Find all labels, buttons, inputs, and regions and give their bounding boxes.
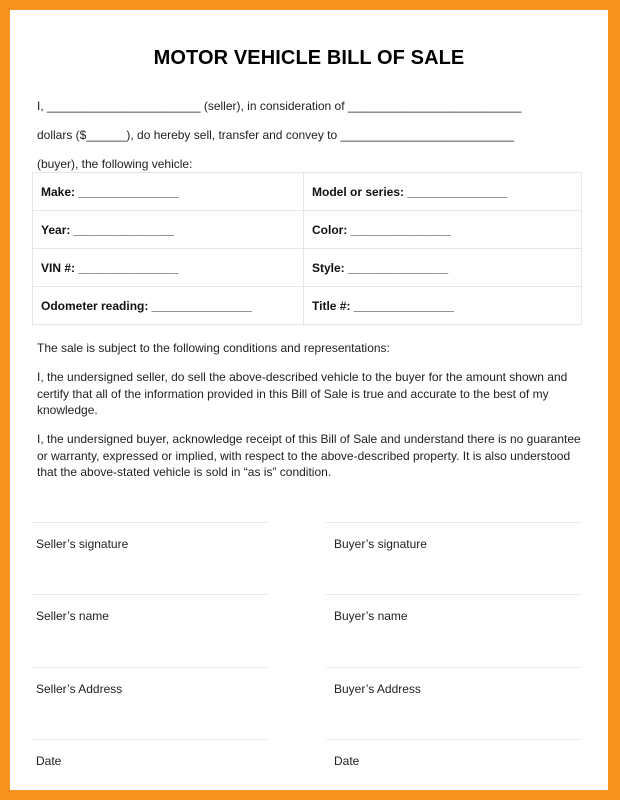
seller-consideration-line: I, _______________________ (seller), in consideration of __________________________: [37, 99, 522, 113]
table-row: [33, 249, 582, 287]
buyer-date-label: Date: [334, 754, 360, 768]
table-row: [33, 173, 582, 211]
seller-date-label: Date: [36, 754, 62, 768]
vehicle-details-table: [32, 172, 582, 325]
odometer-field: Odometer reading: _______________: [33, 287, 304, 325]
conditions-intro: The sale is subject to the following conditions and representations:: [37, 341, 390, 355]
seller-signature-label: Seller’s signature: [36, 537, 129, 551]
model-field: Model or series: _______________: [304, 173, 582, 211]
seller-date-rule: [32, 739, 268, 740]
buyer-signature-rule: [326, 522, 582, 523]
table-row: [33, 287, 582, 325]
seller-name-label: Seller’s name: [36, 609, 109, 623]
vin-field: VIN #: _______________: [33, 249, 304, 287]
buyer-name-label: Buyer’s name: [334, 609, 408, 623]
make-field: Make: _______________: [33, 173, 304, 211]
buyer-date-rule: [326, 739, 582, 740]
dollars-convey-line: dollars ($______), do hereby sell, transfer and convey to __________________________: [37, 128, 515, 142]
seller-certification: I, the undersigned seller, do sell the above-described vehicle to the buyer for the amount shown and certify that all of the information provided in this Bill of Sale is true and accurate to the best of my knowledge.: [37, 370, 568, 417]
buyer-acknowledgement: I, the undersigned buyer, acknowledge receipt of this Bill of Sale and understand there is no guarantee or warranty, expressed or implied, with respect to the above-described property. It is also understood that the above-stated vehicle is sold in “as is” condition.: [37, 432, 581, 479]
page-title: MOTOR VEHICLE BILL OF SALE: [153, 47, 465, 69]
table-row: [33, 211, 582, 249]
title-number-field: Title #: _______________: [304, 287, 582, 325]
style-field: Style: _______________: [304, 249, 582, 287]
year-field: Year: _______________: [33, 211, 304, 249]
seller-address-rule: [32, 667, 268, 668]
buyer-address-rule: [326, 667, 582, 668]
seller-name-rule: [32, 594, 268, 595]
seller-address-label: Seller’s Address: [36, 682, 123, 696]
buyer-signature-label: Buyer’s signature: [334, 537, 427, 551]
buyer-name-rule: [326, 594, 582, 595]
buyer-vehicle-line: (buyer), the following vehicle:: [37, 157, 193, 171]
seller-signature-rule: [32, 522, 268, 523]
buyer-address-label: Buyer’s Address: [334, 682, 421, 696]
color-field: Color: _______________: [304, 211, 582, 249]
